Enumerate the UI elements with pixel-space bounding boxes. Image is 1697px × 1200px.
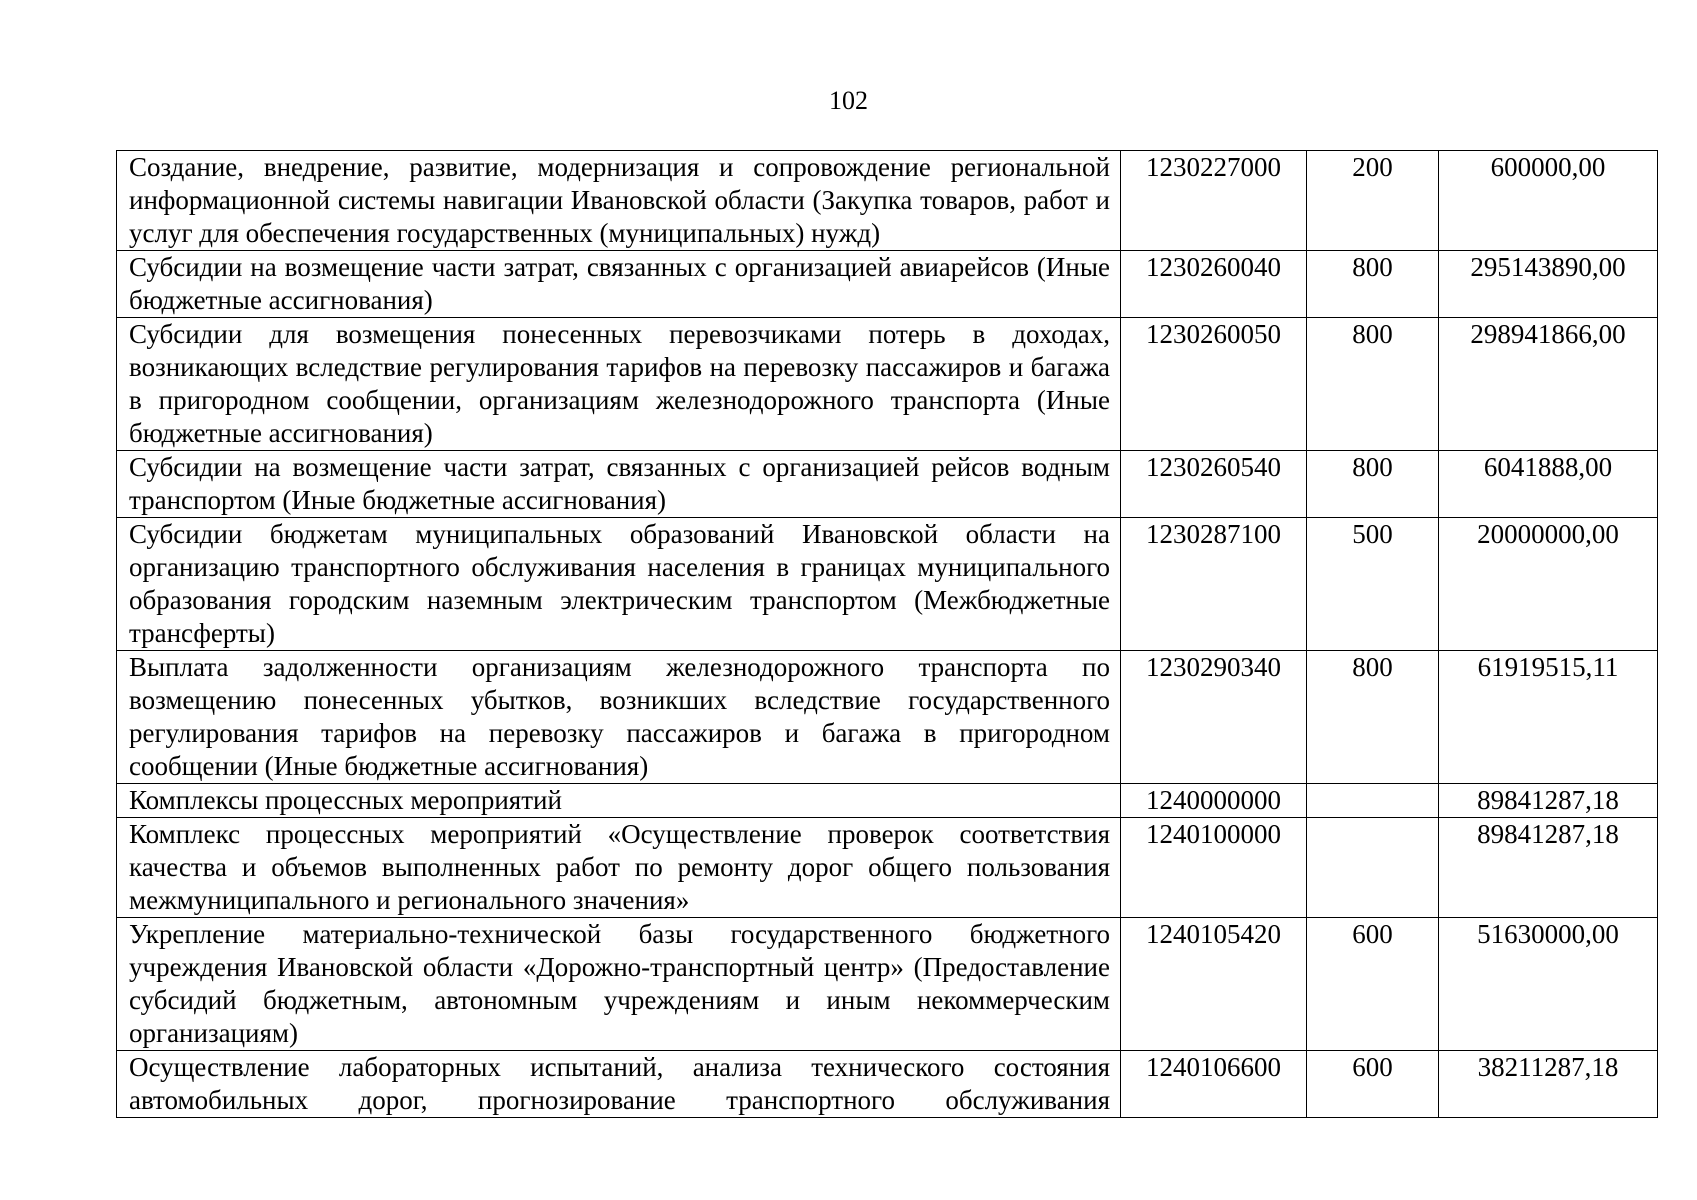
amount-cell: 61919515,11	[1439, 651, 1658, 784]
target-code-cell: 1240105420	[1121, 918, 1307, 1051]
table-row	[117, 451, 1658, 518]
table-row	[117, 1051, 1658, 1118]
item-name-cell: Субсидии на возмещение части затрат, связанных с организацией рейсов водным транспортом (Иные бюджетные ассигнования)	[117, 451, 1121, 518]
table-body	[117, 151, 1658, 1118]
expense-type-cell: 500	[1307, 518, 1439, 651]
target-code-cell: 1230260040	[1121, 251, 1307, 318]
expense-type-cell: 800	[1307, 451, 1439, 518]
amount-cell: 6041888,00	[1439, 451, 1658, 518]
amount-cell: 20000000,00	[1439, 518, 1658, 651]
amount-cell: 298941866,00	[1439, 318, 1658, 451]
item-name-cell: Выплата задолженности организациям железнодорожного транспорта по возмещению понесенных убытков, возникших вследствие государственного регулирования тарифов на перевозку пассажиров и багажа в пригородном сообщении (Иные бюджетные ассигнования)	[117, 651, 1121, 784]
table-row	[117, 518, 1658, 651]
expense-type-cell: 800	[1307, 251, 1439, 318]
table-row	[117, 151, 1658, 251]
item-name-cell: Субсидии на возмещение части затрат, связанных с организацией авиарейсов (Иные бюджетные ассигнования)	[117, 251, 1121, 318]
table-row	[117, 818, 1658, 918]
amount-cell: 89841287,18	[1439, 784, 1658, 818]
expense-type-cell	[1307, 784, 1439, 818]
target-code-cell: 1230227000	[1121, 151, 1307, 251]
amount-cell: 89841287,18	[1439, 818, 1658, 918]
item-name-cell: Комплексы процессных мероприятий	[117, 784, 1121, 818]
expense-type-cell: 800	[1307, 318, 1439, 451]
page-number: 102	[829, 86, 868, 115]
item-name-cell: Субсидии для возмещения понесенных перевозчиками потерь в доходах, возникающих вследствие регулирования тарифов на перевозку пассажиров и багажа в пригородном сообщении, организациям железнодорожного транспорта (Иные бюджетные ассигнования)	[117, 318, 1121, 451]
target-code-cell: 1230287100	[1121, 518, 1307, 651]
target-code-cell: 1240000000	[1121, 784, 1307, 818]
table-row	[117, 318, 1658, 451]
amount-cell: 600000,00	[1439, 151, 1658, 251]
table-row	[117, 784, 1658, 818]
expense-type-cell: 600	[1307, 918, 1439, 1051]
amount-cell: 295143890,00	[1439, 251, 1658, 318]
expense-type-cell: 600	[1307, 1051, 1439, 1118]
table-row	[117, 918, 1658, 1051]
item-name-cell: Субсидии бюджетам муниципальных образований Ивановской области на организацию транспортного обслуживания населения в границах муниципального образования городским наземным электрическим транспортом (Межбюджетные трансферты)	[117, 518, 1121, 651]
target-code-cell: 1230290340	[1121, 651, 1307, 784]
amount-cell: 51630000,00	[1439, 918, 1658, 1051]
amount-cell: 38211287,18	[1439, 1051, 1658, 1118]
budget-allocation-table	[116, 150, 1658, 1118]
table-row	[117, 651, 1658, 784]
item-name-cell: Создание, внедрение, развитие, модернизация и сопровождение региональной информационной системы навигации Ивановской области (Закупка товаров, работ и услуг для обеспечения государственных (муниципальных) нужд)	[117, 151, 1121, 251]
target-code-cell: 1230260540	[1121, 451, 1307, 518]
expense-type-cell	[1307, 818, 1439, 918]
target-code-cell: 1230260050	[1121, 318, 1307, 451]
item-name-cell: Укрепление материально-технической базы государственного бюджетного учреждения Ивановской области «Дорожно-транспортный центр» (Предоставление субсидий бюджетным, автономным учреждениям и иным некоммерческим организациям)	[117, 918, 1121, 1051]
target-code-cell: 1240106600	[1121, 1051, 1307, 1118]
item-name-cell: Комплекс процессных мероприятий «Осуществление проверок соответствия качества и объемов выполненных работ по ремонту дорог общего пользования межмуниципального и регионального значения»	[117, 818, 1121, 918]
table-row	[117, 251, 1658, 318]
expense-type-cell: 800	[1307, 651, 1439, 784]
target-code-cell: 1240100000	[1121, 818, 1307, 918]
expense-type-cell: 200	[1307, 151, 1439, 251]
item-name-cell: Осуществление лабораторных испытаний, анализа технического состояния автомобильных дорог, прогнозирование транспортного обслуживания	[117, 1051, 1121, 1118]
